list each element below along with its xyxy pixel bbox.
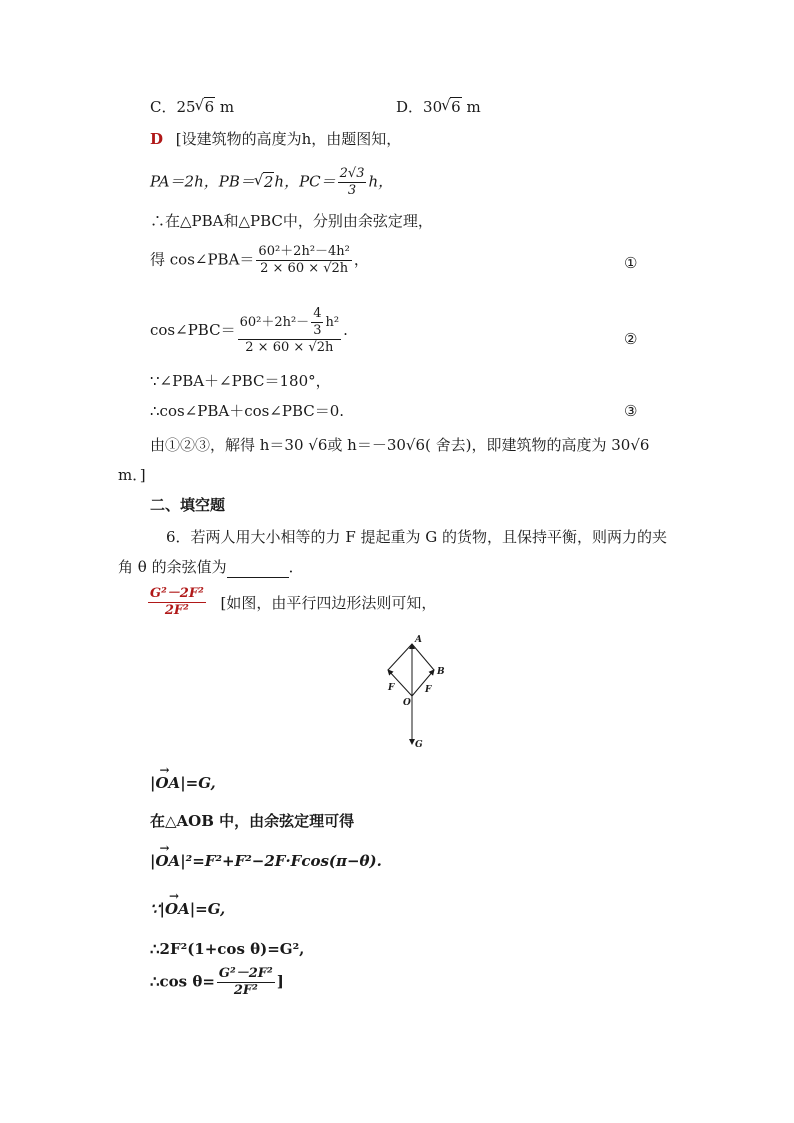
- q6-text-1: 6．若两人用大小相等的力 F 提起重为 G 的货物，且保持平衡，则两力的夹: [166, 528, 668, 546]
- label-a: A: [415, 635, 422, 645]
- q6-step-2: 在△AOB 中，由余弦定理可得: [150, 812, 355, 830]
- sqrt-c: √ 6: [196, 96, 216, 118]
- section-title: 二、填空题: [150, 496, 226, 514]
- vector-oa: → OA: [155, 850, 180, 872]
- q6-answer: $\frac{\text{G²－2F²}}{\text{2F²}}$ [如图，由平行四边形法则可知，: [150, 586, 437, 618]
- q5-cos-sum: ∴cos∠PBA＋cos∠PBC＝0.: [150, 402, 345, 420]
- cos-fraction: $\frac{\text{G²－2F²}}{\text{2F²}}$: [218, 966, 273, 998]
- label-g: G: [415, 740, 423, 750]
- sqrt-2: √ 2: [255, 171, 275, 193]
- mark-2: ②: [624, 330, 638, 348]
- side-fa: [388, 644, 412, 670]
- q6-step-4: ∵|→ OA|=G,: [150, 898, 225, 920]
- label-f-right: F: [425, 685, 432, 695]
- q6-step-1: |→ OA|=G,: [150, 772, 216, 794]
- label-o: O: [403, 698, 411, 708]
- q5-eq2: cos∠PBC＝ 60²＋2h²－ $\frac{4}{3}$ h² 2 × 60 × √2h .: [150, 306, 348, 355]
- q5-solution: 由①②③，解得 h＝30 √6或 h＝－30√6( 舍去)，即建筑物的高度为 30√6: [150, 436, 650, 454]
- label-b: B: [437, 667, 445, 677]
- eq1-fraction: $\frac{\text{60²＋2h²－4h²}}{2 \times 60 \times √2h}$: [258, 244, 350, 276]
- label-f-left: F: [388, 683, 395, 693]
- option-d: D．30√ 6 m: [396, 96, 481, 118]
- q6-answer-fraction: $\frac{\text{G²－2F²}}{\text{2F²}}$: [150, 586, 204, 618]
- q6-step-3: |→ OA|²=F²+F²−2F·Fcos(π−θ).: [150, 850, 382, 872]
- q5-solution-end: m．]: [118, 466, 146, 484]
- q6-step-6: ∴cos θ= $\frac{\text{G²－2F²}}{\text{2F²}}$ ]: [150, 966, 284, 998]
- answer-letter: D: [150, 130, 164, 148]
- mark-1: ①: [624, 254, 638, 272]
- force-diagram: [370, 630, 460, 754]
- option-c: C．25√ 6 m: [150, 96, 234, 118]
- eq2-fraction: 60²＋2h²－ $\frac{4}{3}$ h² 2 × 60 × √2h: [239, 306, 340, 355]
- eq2-inner-fraction: $\frac{4}{3}$: [313, 306, 322, 338]
- pc-fraction: $\frac{2√3}{3}$: [339, 166, 365, 198]
- q5-lengths: PA＝2h，PB＝√ 2h，PC＝ $\frac{2√3}{3}$ h，: [150, 166, 393, 199]
- vector-oa: → OA: [155, 772, 180, 794]
- q5-law-of-cosines: ∴在△PBA和△PBC中，分别由余弦定理，: [150, 212, 433, 230]
- q6-text-2: 角 θ 的余弦值为 ．: [118, 558, 304, 576]
- q5-eq1: 得 cos∠PBA＝ $\frac{\text{60²＋2h²－4h²}}{2 \times 60 \times √2h}$ ，: [150, 244, 369, 276]
- answer-blank: [227, 561, 289, 578]
- q5-answer-intro: D [设建筑物的高度为h，由题图知，: [150, 130, 402, 148]
- side-ba: [412, 644, 434, 670]
- q6-step-5: ∴2F²(1+cos θ)=G²,: [150, 940, 305, 958]
- sqrt-d: √ 6: [442, 96, 462, 118]
- vector-oa: → OA: [165, 898, 190, 920]
- q5-angle-sum: ∵∠PBA＋∠PBC＝180°，: [150, 372, 331, 390]
- mark-3: ③: [624, 402, 638, 420]
